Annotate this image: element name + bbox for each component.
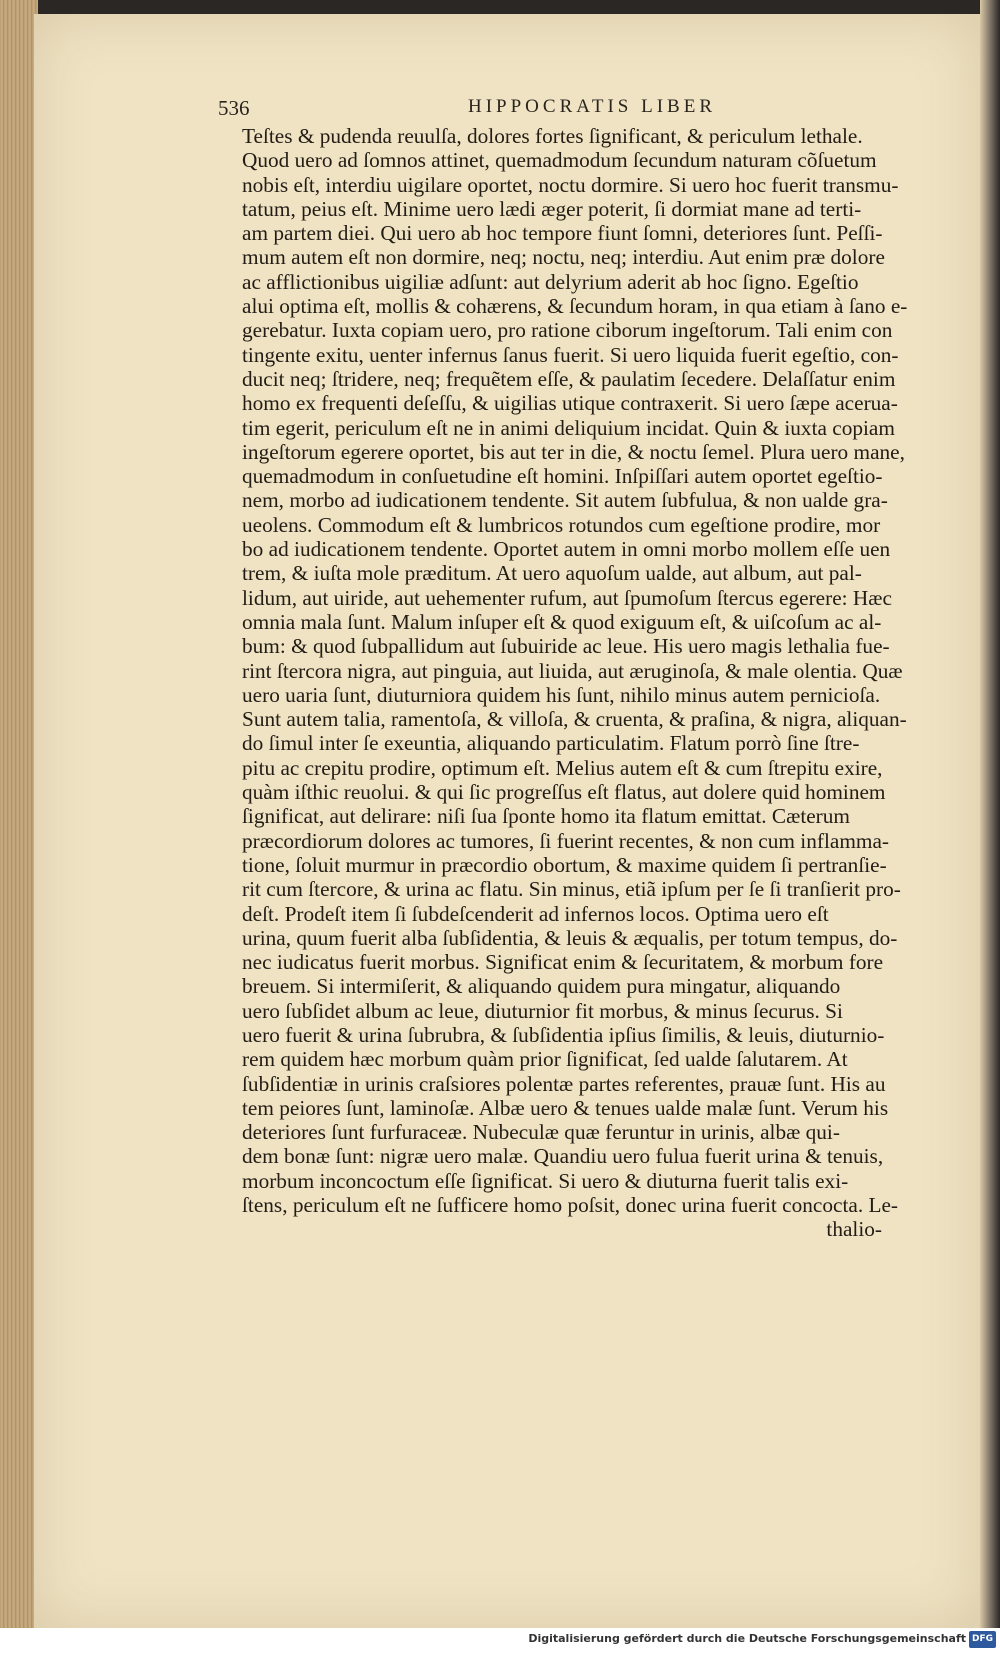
text-line: tem peiores ſunt, laminoſæ. Albæ uero & tenues ualde malæ ſunt. Verum his: [242, 1095, 889, 1120]
text-line: deteriores ſunt furfuraceæ. Nubeculæ quæ feruntur in urinis, albæ qui-: [242, 1120, 840, 1145]
page-gutter-shadow: [980, 0, 1000, 1628]
text-line: uero fuerit & urina ſubrubra, & ſubſidentia ipſius ſimilis, & leuis, diuturnio-: [242, 1022, 885, 1047]
text-line: bo ad iudicationem tendente. Oportet autem in omni morbo mollem eſſe uen: [242, 537, 891, 562]
text-line: am partem diei. Qui uero ab hoc tempore fiunt ſomni, deteriores ſunt. Peſſi-: [242, 221, 883, 246]
text-line: tione, ſoluit murmur in præcordio obortum, & maxime quidem ſi pertranſie-: [242, 852, 887, 877]
text-line: tim egerit, periculum eſt ne in animi deliquium incidat. Quin & iuxta copiam: [242, 415, 895, 440]
page-number: 536: [218, 96, 250, 120]
footer-bar: [0, 1628, 1000, 1653]
text-line: uero uaria ſunt, diuturniora quidem his ſunt, nihilo minus autem pernicioſa.: [242, 682, 881, 707]
text-line: Teſtes & pudenda reuulſa, dolores fortes ſignificant, & periculum lethale.: [242, 124, 863, 148]
text-line: nobis eſt, interdiu uigilare oportet, noctu dormire. Si uero hoc fuerit transmu-: [242, 172, 899, 197]
dfg-logo-icon: DFG: [969, 1631, 996, 1648]
text-line: nem, morbo ad iudicationem tendente. Sit autem ſubfulua, & non ualde gra-: [242, 488, 888, 513]
text-line: urina, quum fuerit alba ſubſidentia, & leuis & æqualis, per totum tempus, do-: [242, 925, 898, 950]
text-line: præcordiorum dolores ac tumores, ſi fuerint recentes, & non cum inflamma-: [242, 828, 889, 853]
text-line: ſtens, periculum eſt ne ſufficere homo poſsit, donec urina fuerit concocta. Le-: [242, 1193, 899, 1218]
text-line: dem bonæ ſunt: nigræ uero malæ. Quandiu uero fulua fuerit urina & tenuis,: [242, 1144, 884, 1169]
catchword: thalio-: [826, 1217, 882, 1242]
text-line: breuem. Si intermiſerit, & aliquando quidem pura mingatur, aliquando: [242, 974, 841, 999]
text-line: do ſimul inter ſe exeuntia, aliquando particulatim. Flatum porrò ſine ſtre-: [242, 731, 860, 756]
text-line: ac afflictionibus uigiliæ adſunt: aut delyrium aderit ab hoc ſigno. Egeſtio: [242, 269, 859, 294]
text-line: lidum, aut uiride, aut uehementer rufum, aut ſpumoſum ſtercus egerere: Hæc: [242, 585, 892, 610]
text-line: rem quidem hæc morbum quàm prior ſignificat, ſed ualde ſalutarem. At: [242, 1047, 848, 1072]
text-line: morbum inconcoctum eſſe ſignificat. Si uero & diuturna fuerit talis exi-: [242, 1168, 849, 1193]
text-line: alui optima eſt, mollis & cohærens, & ſecundum horam, in qua etiam à ſano e-: [242, 294, 908, 319]
text-line: homo ex frequenti deſeſſu, & uigilias utique contraxerit. Si uero ſæpe aceruа-: [242, 391, 898, 416]
text-line: rint ſtercora nigra, aut pinguia, aut liuida, aut æruginoſa, & male olentia. Quæ: [242, 658, 903, 683]
text-line: ueolens. Commodum eſt & lumbricos rotundos cum egeſtione prodire, mor: [242, 512, 881, 537]
text-line: ſignificat, aut delirare: niſi ſua ſponte homo ita flatum emittat. Cæterum: [242, 804, 850, 829]
text-line: quàm iſthic reuolui. & qui ſic progreſſus eſt flatus, aut dolere quid hominem: [242, 780, 886, 805]
text-line: nec iudicatus fuerit morbus. Significat enim & ſecuritatem, & morbum fore: [242, 950, 884, 975]
text-line: gerebatur. Iuxta copiam uero, pro ratione ciborum ingeſtorum. Tali enim con: [242, 318, 893, 343]
body-text: [242, 124, 922, 1242]
text-line: ingeſtorum egerere oportet, bis aut ter in die, & noctu ſemel. Plura uero mane,: [242, 439, 905, 464]
text-line: ducit neq; ſtridere, neq; frequẽtem eſſe, & paulatim ſecedere. Delaſſatur enim: [242, 366, 896, 391]
text-line: tatum, peius eſt. Minime uero lædi æger poterit, ſi dormiat mane ad terti-: [242, 196, 862, 221]
running-head: [218, 96, 764, 126]
text-line: tingente exitu, uenter infernus ſanus fuerit. Si uero liquida fuerit egeſtio, con-: [242, 342, 899, 367]
text-line: Quod uero ad ſomnos attinet, quemadmodum ſecundum naturam cõſuetum: [242, 148, 877, 173]
text-line: bum: & quod ſubpallidum aut ſubuiride ac leue. His uero magis lethalia fue-: [242, 634, 890, 659]
text-line: mum autem eſt non dormire, neq; noctu, neq; interdiu. Aut enim præ dolore: [242, 245, 885, 270]
book-page-edges: [0, 0, 38, 1628]
text-line: omnia mala ſunt. Malum inſuper eſt & quod exiguum eſt, & uiſcoſum ac al-: [242, 609, 882, 634]
text-line: uero ſubſidet album ac leue, diuturnior fit morbus, & minus ſecurus. Si: [242, 998, 843, 1023]
text-line: rit cum ſtercore, & urina ac flatu. Sin minus, etiã ipſum per ſe ſi tranſierit pro-: [242, 877, 901, 902]
text-line: ſubſidentiæ in urinis craſsiores polentæ partes referentes, prauæ ſunt. His au: [242, 1071, 886, 1096]
running-title: HIPPOCRATIS LIBER: [468, 96, 716, 117]
text-line: Sunt autem talia, ramentoſa, & villoſa, & cruenta, & praſina, & nigra, aliquan-: [242, 707, 907, 732]
text-line: pitu ac crepitu prodire, optimum eſt. Melius autem eſt & cum ſtrepitu exire,: [242, 755, 883, 780]
text-line: quemadmodum in conſuetudine eſt homini. Inſpiſſari autem oportet egeſtio-: [242, 464, 883, 489]
funding-credit: Digitalisierung gefördert durch die Deutsche Forschungsgemeinschaft: [528, 1632, 966, 1645]
text-line: trem, & iuſta mole præditum. At uero aquoſum ualde, aut album, aut pal-: [242, 561, 862, 586]
text-line: deſt. Prodeſt item ſi ſubdeſcenderit ad infernos locos. Optima uero eſt: [242, 901, 829, 926]
